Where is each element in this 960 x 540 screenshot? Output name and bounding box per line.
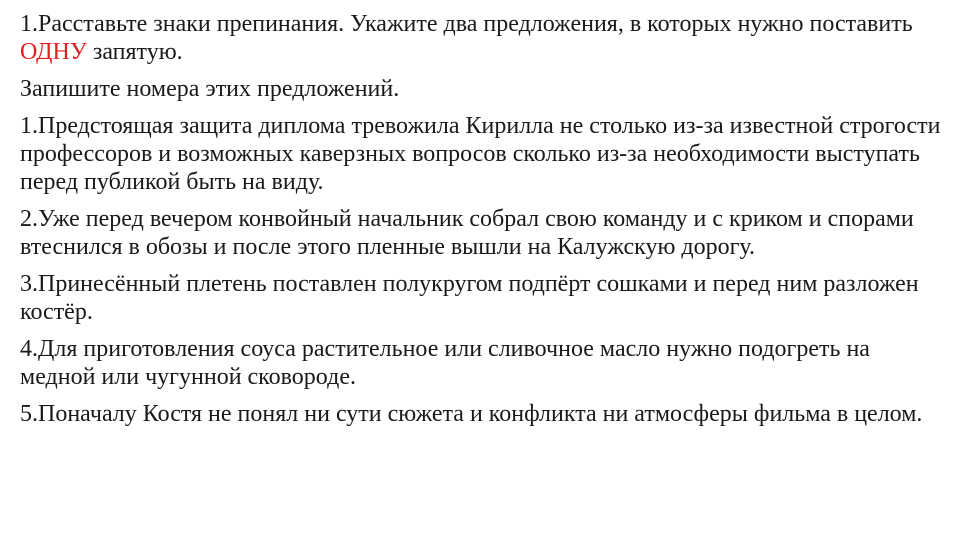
task-instruction (20, 10, 945, 66)
sentence-1: 1.Предстоящая защита диплома тревожила Кирилла не столько из-за известной строгости профессоров и возможных каверзных вопросов сколько из-за необходимости выступать перед публикой быть на виду. (20, 113, 941, 195)
sentence-5: 5.Поначалу Костя не понял ни сути сюжета и конфликта ни атмосферы фильма в целом. (20, 401, 923, 427)
instruction-text: 1.Расставьте знаки препинания. Укажите два предложения, в которых нужно поставить (20, 11, 913, 37)
sentence-4: 4.Для приготовления соуса растительное или сливочное масло нужно подогреть на медной или чугунной сковороде. (20, 336, 870, 390)
slide-content (20, 10, 945, 437)
task-instruction-secondary: Запишите номера этих предложений. (20, 76, 400, 102)
instruction-highlight: ОДНУ (20, 39, 87, 65)
instruction-text-end: запятую. (86, 39, 183, 65)
sentence-3: 3.Принесённый плетень поставлен полукругом подпёрт сошками и перед ним разложен костёр. (20, 271, 919, 325)
sentence-2: 2.Уже перед вечером конвойный начальник собрал свою команду и с криком и спорами втеснился в обозы и после этого пленные вышли на Калужскую дорогу. (20, 206, 914, 260)
